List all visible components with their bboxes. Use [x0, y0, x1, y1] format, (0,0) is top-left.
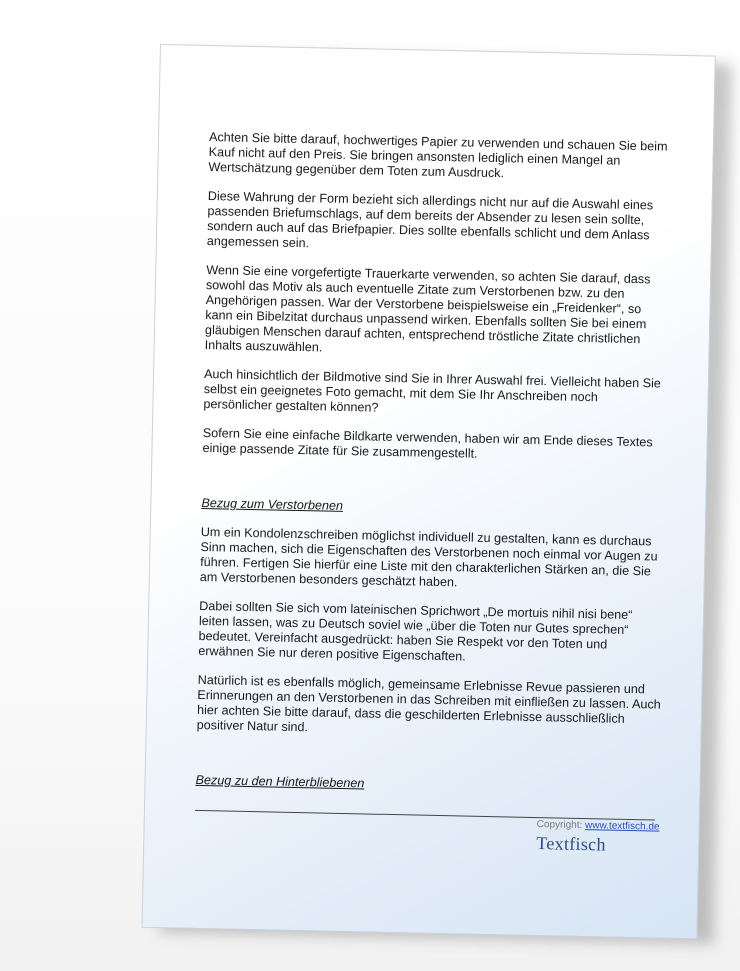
- paragraph-trauerkarte: Wenn Sie eine vorgefertigte Trauerkarte verwenden, so achten Sie darauf, dass sowohl das Motiv als auch eventuelle Zitate zum Verstorbenen bzw. zu den Angehörigen passen. War der Verstorbene beispielsweise ein „Freidenker“, so kann ein Bibelzitat durchaus unpassend wirken. Ebenfalls sollten Sie bei einem gläubigen Menschen darauf achten, entsprechend tröstliche Zitate christlichen Inhalts auszuwählen.: [204, 263, 651, 355]
- heading-bezug-hinterbliebenen: Bezug zu den Hinterbliebenen: [195, 772, 365, 791]
- paragraph-bildkarte: Sofern Sie eine einfache Bildkarte verwenden, haben wir am Ende dieses Textes einige passende Zitate für Sie zusammengestellt.: [202, 425, 653, 461]
- footer-divider: [195, 810, 655, 821]
- heading-bezug-verstorbenen: Bezug zum Verstorbenen: [201, 495, 344, 513]
- copyright-link[interactable]: www.textfisch.de: [584, 820, 660, 833]
- paragraph-individuell: Um ein Kondolenzschreiben möglichst individuell zu gestalten, kann es durchaus Sinn machen, sich die Eigenschaften des Verstorbenen noch einmal vor Augen zu führen. Fertigen Sie hierfür eine Liste mit den charakterlichen Stärken an, die Sie am Verstorbenen besonders geschätzt haben.: [199, 524, 658, 590]
- document-page: [141, 44, 715, 939]
- paragraph-form: Diese Wahrung der Form bezieht sich allerdings nicht nur auf die Auswahl eines passenden Briefumschlags, auf dem bereits der Absender zu lesen sein sollte, sondern auch auf das Briefpapier. Dies sollte ebenfalls schlicht und dem Anlass angemessen sein.: [206, 189, 654, 251]
- corner-watermark: [8, 946, 38, 954]
- paragraph-bildmotive: Auch hinsichtlich der Bildmotive sind Sie in Ihrer Auswahl frei. Vielleicht haben Sie selbst ein geeignetes Foto gemacht, mit dem Sie Ihr Anschreiben noch persönlicher gestalten können?: [203, 366, 662, 415]
- textfisch-logo: Textfisch: [536, 833, 606, 855]
- copyright-label: Copyright:: [536, 819, 583, 832]
- paragraph-sprichwort: Dabei sollten Sie sich vom lateinischen Sprichwort „De mortuis nihil nisi bene“ leiten lassen, was zu Deutsch soviel wie „über die Toten nur Gutes sprechen“ bedeutet. Vereinfacht ausgedrückt: haben Sie Respekt vor den Toten und erwähnen Sie nur deren positive Eigenschaften.: [198, 598, 633, 664]
- paragraph-erlebnisse: Natürlich ist es ebenfalls möglich, gemeinsame Erlebnisse Revue passieren und Erinnerungen an den Verstorbenen in das Schreiben mit einfließen zu lassen. Auch hier achten Sie bitte darauf, dass die geschilderten Erlebnisse ausschließlich positiver Natur sind.: [196, 672, 661, 735]
- paragraph-paper: Achten Sie bitte darauf, hochwertiges Papier zu verwenden und schauen Sie beim Kauf nicht auf den Preis. Sie bringen ansonsten lediglich einen Mangel an Wertschätzung gegenüber dem Toten zum Ausdruck.: [208, 130, 668, 181]
- copyright-notice: [537, 819, 660, 833]
- document-body: [195, 130, 673, 812]
